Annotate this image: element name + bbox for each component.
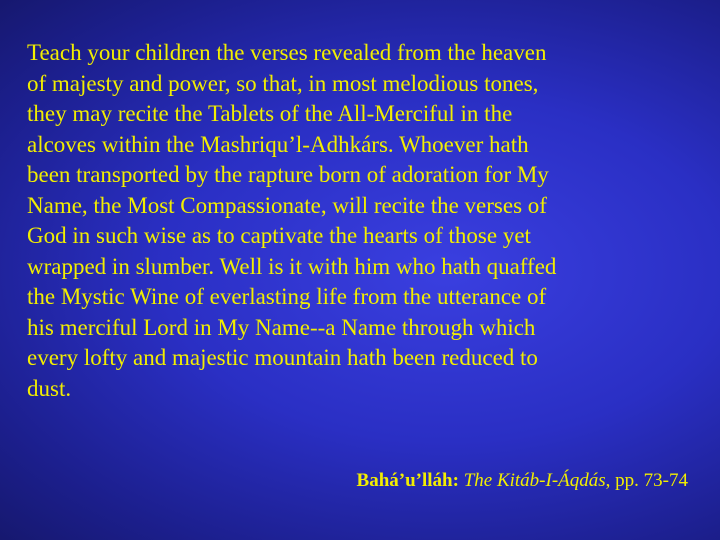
- quote-line: every lofty and majestic mountain hath been reduced to: [27, 345, 538, 370]
- quote-text: [27, 38, 707, 404]
- citation-pages: , pp. 73-74: [605, 470, 688, 491]
- quote-line: of majesty and power, so that, in most melodious tones,: [27, 70, 539, 96]
- quote-line: been transported by the rapture born of adoration for My: [27, 162, 549, 187]
- citation-author: Bahá’u’lláh:: [356, 470, 459, 491]
- quote-line: wrapped in slumber. Well is it with him who hath quaffed: [27, 253, 557, 279]
- citation: [357, 470, 688, 492]
- quote-line: God in such wise as to captivate the hearts of those yet: [27, 223, 531, 248]
- quote-line: his merciful Lord in My Name--a Name through which: [27, 314, 536, 340]
- quote-line: the Mystic Wine of everlasting life from the utterance of: [27, 284, 547, 309]
- quote-line: alcoves within the Mashriqu’l-Adhkárs. Whoever hath: [27, 131, 529, 157]
- citation-title: The Kitáb-I-Áqdás: [463, 470, 606, 491]
- quote-line: Teach your children the verses revealed from the heaven: [27, 40, 547, 65]
- quote-line: Name, the Most Compassionate, will recite the verses of: [27, 192, 547, 218]
- quote-line: they may recite the Tablets of the All-Merciful in the: [27, 101, 513, 126]
- quote-line: dust.: [27, 375, 72, 401]
